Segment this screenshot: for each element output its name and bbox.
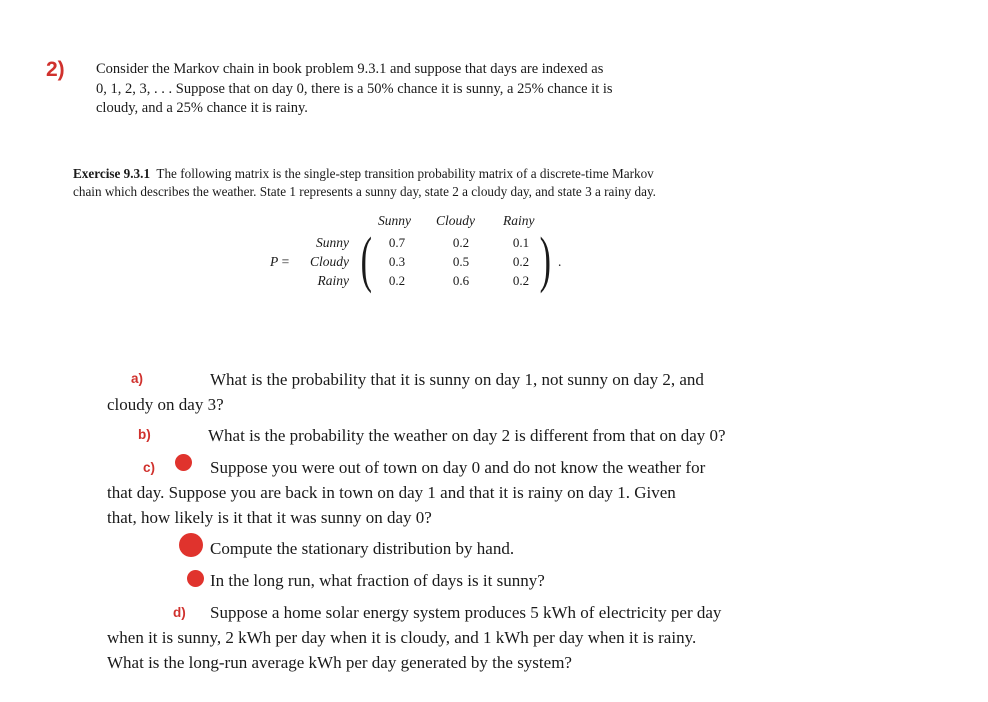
- matrix-period: .: [558, 254, 562, 269]
- matrix-cell: 0.5: [452, 254, 470, 269]
- matrix-p-label: P =: [270, 254, 290, 269]
- part-d-line-1: Suppose a home solar energy system produces 5 kWh of electricity per day: [210, 603, 722, 622]
- left-parenthesis: (: [360, 226, 373, 294]
- red-dot-marker: [179, 533, 203, 557]
- matrix-cell: 0.2: [452, 235, 470, 250]
- part-a-line-1: What is the probability that it is sunny on day 1, not sunny on day 2, and: [210, 370, 704, 389]
- matrix-cell: 0.1: [512, 235, 530, 250]
- intro-line-3: cloudy, and a 25% chance it is rainy.: [96, 100, 308, 116]
- question-intro: [96, 60, 756, 119]
- red-dot-marker: [187, 570, 204, 587]
- row-header-cloudy: Cloudy: [310, 254, 349, 269]
- exercise-text-1: The following matrix is the single-step transition probability matrix of a discrete-time Markov: [156, 166, 654, 181]
- col-header-cloudy: Cloudy: [436, 213, 475, 228]
- part-b-label: b): [138, 427, 151, 442]
- matrix-cell: 0.2: [512, 254, 530, 269]
- matrix-cell: 0.2: [388, 273, 406, 288]
- right-parenthesis: ): [539, 226, 552, 294]
- part-c-line-3: that, how likely is it that it was sunny on day 0?: [107, 508, 432, 527]
- part-c-label: c): [143, 460, 156, 475]
- part-c-line-2: that day. Suppose you are back in town on day 1 and that it is rainy on day 1. Given: [107, 483, 676, 502]
- red-dot-marker: [175, 454, 192, 471]
- col-header-sunny: Sunny: [378, 213, 411, 228]
- matrix-cell: 0.2: [512, 273, 530, 288]
- exercise-block: [73, 165, 773, 201]
- part-d-line-3: What is the long-run average kWh per day generated by the system?: [107, 653, 572, 672]
- row-header-sunny: Sunny: [316, 235, 349, 250]
- exercise-text-2: chain which describes the weather. State 1 represents a sunny day, state 2 a cloudy day, and state 3 a rainy day.: [73, 184, 656, 199]
- part-c-line-1: Suppose you were out of town on day 0 and do not know the weather for: [210, 458, 706, 477]
- part-b-text: What is the probability the weather on day 2 is different from that on day 0?: [208, 426, 726, 445]
- question-number: 2): [46, 58, 65, 81]
- bullet-stationary: Compute the stationary distribution by hand.: [210, 539, 515, 558]
- part-d-line-2: when it is sunny, 2 kWh per day when it is cloudy, and 1 kWh per day when it is rainy.: [107, 628, 697, 647]
- matrix-cell: 0.7: [388, 235, 406, 250]
- intro-line-2: 0, 1, 2, 3, . . . Suppose that on day 0, there is a 50% chance it is sunny, a 25% chance it is: [96, 80, 613, 97]
- intro-line-1: Consider the Markov chain in book problem 9.3.1 and suppose that days are indexed as: [96, 61, 604, 77]
- col-header-rainy: Rainy: [503, 213, 535, 228]
- exercise-label: Exercise 9.3.1: [73, 166, 151, 181]
- part-a-label: a): [131, 371, 144, 386]
- part-d-label: d): [173, 605, 186, 620]
- part-a-line-2: cloudy on day 3?: [107, 395, 224, 414]
- row-header-rainy: Rainy: [317, 273, 349, 288]
- bullet-long-run: In the long run, what fraction of days is it sunny?: [210, 571, 545, 590]
- matrix-cell: 0.6: [452, 273, 470, 288]
- matrix-cell: 0.3: [388, 254, 406, 269]
